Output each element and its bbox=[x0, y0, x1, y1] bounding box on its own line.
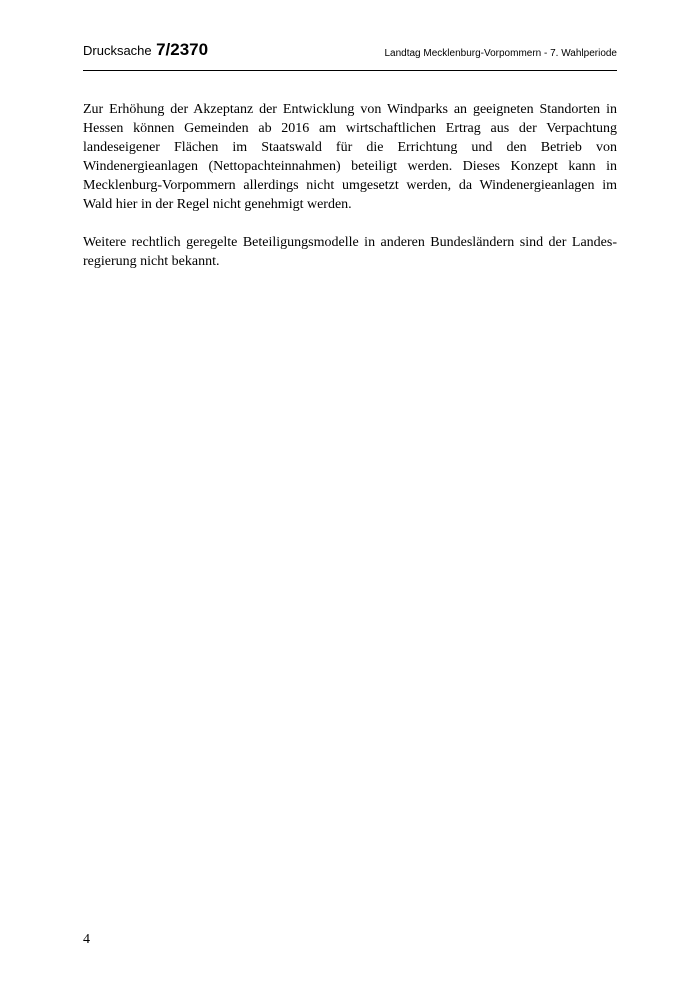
institution-label: Landtag Mecklenburg-Vorpommern - 7. Wahlperiode bbox=[384, 48, 617, 59]
body-paragraph: Weitere rechtlich geregelte Beteiligungsmodelle in anderen Bundesländern sind der Landesregierung nicht bekannt. bbox=[83, 235, 617, 269]
header-divider bbox=[83, 70, 617, 71]
body-paragraph: Zur Erhöhung der Akzeptanz der Entwicklung von Windparks an geeigneten Standorten in Hessen können Gemeinden ab 2016 am wirtschaftlichen Ertrag aus der Verpachtung landeseigener Flächen im Staatswald für die Errichtung und den Betrieb von Windenergieanlagen (Nettopachteinnahmen) beteiligt werden. Dieses Konzept kann in Mecklenburg-Vorpommern allerdings nicht umgesetzt werden, da Windenergieanlagen im Wald hier in der Regel nicht genehmigt werden. bbox=[83, 102, 617, 212]
document-reference bbox=[83, 41, 208, 59]
document-body bbox=[83, 100, 617, 290]
document-type-label: Drucksache bbox=[83, 43, 152, 58]
page-number: 4 bbox=[83, 932, 90, 947]
document-number: 7/2370 bbox=[156, 40, 209, 59]
page-header bbox=[83, 41, 617, 65]
